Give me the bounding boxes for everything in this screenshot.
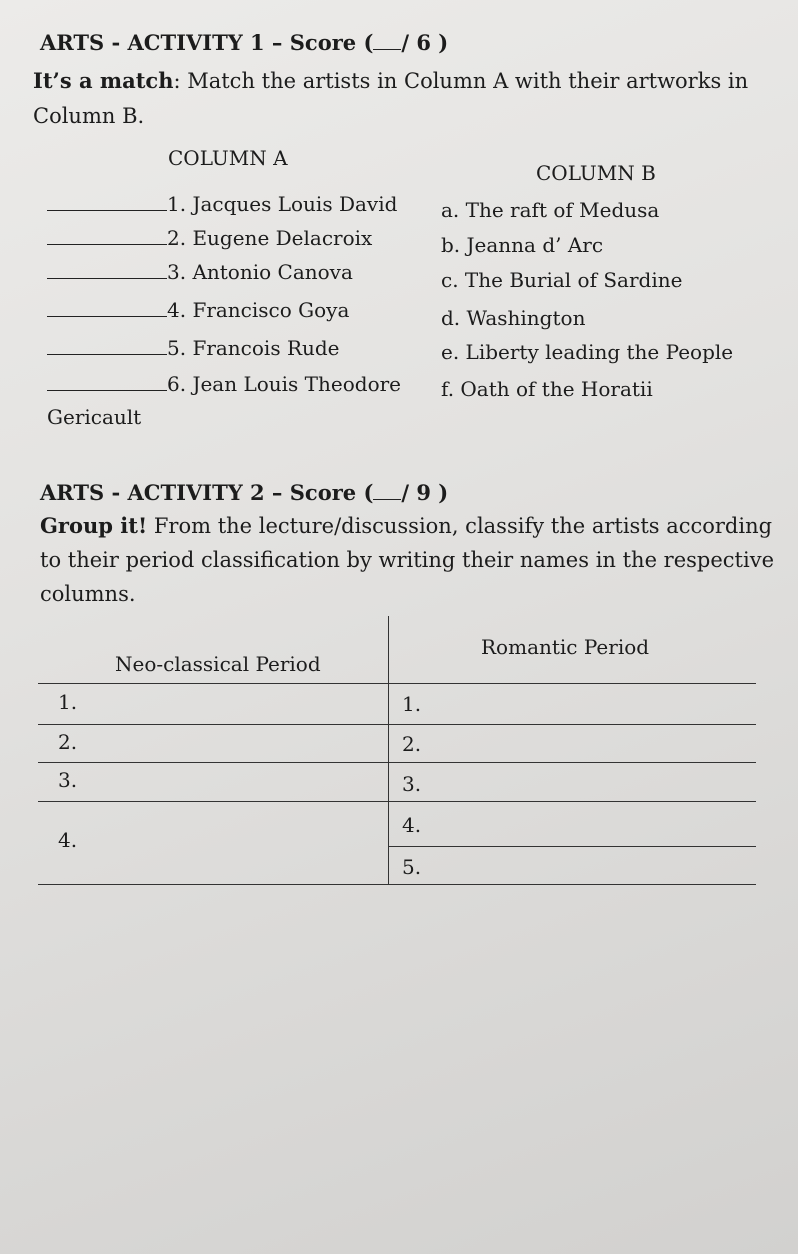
table-rule xyxy=(38,724,756,725)
activity1-instruction-lead: It’s a match xyxy=(33,68,174,93)
column-a-header: COLUMN A xyxy=(168,146,288,170)
activity1-score-total: / 6 ) xyxy=(401,30,449,55)
column-a-item xyxy=(47,298,349,322)
column-a-item-text: 2. Eugene Delacroix xyxy=(167,226,373,250)
column-a-item xyxy=(47,226,372,250)
activity2-title xyxy=(40,480,448,505)
column-a-item-text: 4. Francisco Goya xyxy=(167,298,350,322)
answer-blank[interactable] xyxy=(47,390,167,391)
column-b-item: d. Washington xyxy=(441,306,586,330)
table-rule xyxy=(38,801,756,802)
column-a-item-text: 5. Francois Rude xyxy=(167,336,340,360)
activity1-title xyxy=(40,30,448,55)
activity2-title-text: ARTS - ACTIVITY 2 – Score ( xyxy=(40,480,374,505)
table-rule xyxy=(38,762,756,763)
table-header-rule xyxy=(38,683,756,684)
romantic-row-number: 1. xyxy=(402,692,422,716)
romantic-row-number: 2. xyxy=(402,732,422,756)
column-b-item: f. Oath of the Horatii xyxy=(441,377,653,401)
romantic-row-number: 3. xyxy=(402,772,422,796)
column-a-item-text: 1. Jacques Louis David xyxy=(167,192,398,216)
activity2-instruction-lead: Group it! xyxy=(40,513,148,538)
activity1-instruction xyxy=(33,68,748,93)
column-a-item xyxy=(47,260,353,284)
column-b-item: c. The Burial of Sardine xyxy=(441,268,683,292)
romantic-header: Romantic Period xyxy=(481,635,650,659)
activity2-score-blank[interactable] xyxy=(373,499,401,500)
column-b-item: a. The raft of Medusa xyxy=(441,198,660,222)
table-divider xyxy=(388,616,389,884)
neo-classical-row-number: 4. xyxy=(58,828,78,852)
activity2-instruction-line1: From the lecture/discussion, classify the artists according xyxy=(147,514,773,538)
column-a-item-text: 3. Antonio Canova xyxy=(167,260,353,284)
romantic-row-number: 5. xyxy=(402,855,422,879)
activity2-score-total: / 9 ) xyxy=(401,480,449,505)
neo-classical-row-number: 2. xyxy=(58,730,78,754)
answer-blank[interactable] xyxy=(47,316,167,317)
column-b-item: e. Liberty leading the People xyxy=(441,340,734,364)
answer-blank[interactable] xyxy=(47,278,167,279)
table-bottom-rule xyxy=(38,884,756,885)
activity1-title-text: ARTS - ACTIVITY 1 – Score ( xyxy=(40,30,374,55)
column-b-header: COLUMN B xyxy=(536,161,656,185)
activity2-instruction-line3: columns. xyxy=(40,582,136,606)
column-a-item xyxy=(47,192,397,216)
column-b-item: b. Jeanna d’ Arc xyxy=(441,233,604,257)
romantic-row-number: 4. xyxy=(402,813,422,837)
column-a-item xyxy=(47,372,401,396)
activity1-instruction-line2: Column B. xyxy=(33,104,145,128)
activity1-score-blank[interactable] xyxy=(373,49,401,50)
answer-blank[interactable] xyxy=(47,210,167,211)
answer-blank[interactable] xyxy=(47,354,167,355)
neo-classical-header: Neo-classical Period xyxy=(115,652,321,676)
activity2-instruction-line2: to their period classification by writing their names in the respective xyxy=(40,548,774,572)
answer-blank[interactable] xyxy=(47,244,167,245)
activity2-instruction xyxy=(40,513,772,538)
neo-classical-row-number: 1. xyxy=(58,690,78,714)
neo-classical-row-number: 3. xyxy=(58,768,78,792)
column-a-continuation: Gericault xyxy=(47,405,142,429)
column-a-item xyxy=(47,336,340,360)
activity1-instruction-line1: : Match the artists in Column A with their artworks in xyxy=(173,69,749,93)
table-rule xyxy=(388,846,756,847)
column-a-item-text: 6. Jean Louis Theodore xyxy=(167,372,402,396)
